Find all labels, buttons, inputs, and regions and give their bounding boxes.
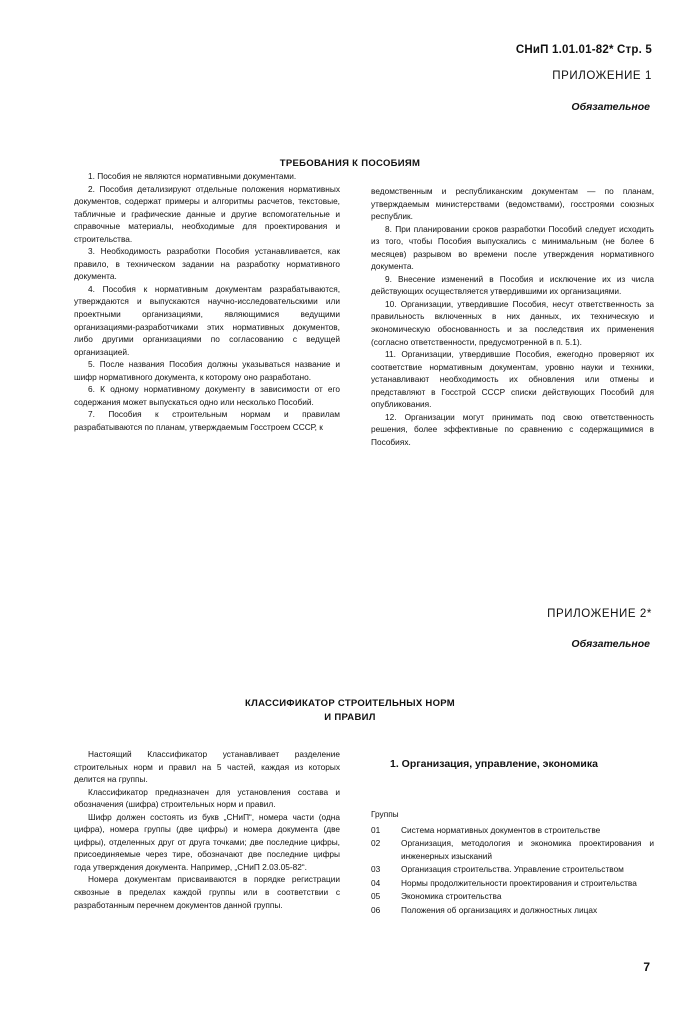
appendix-2-heading-line-2: И ПРАВИЛ [324, 712, 376, 723]
part-1-section-title: 1. Организация, управление, экономика [390, 758, 598, 770]
paragraph: 2. Пособия детализируют отдельные положения нормативных документов, содержат примеры и алгоритмы расчетов, текстовые, табличные и графические данные и другие вспомогательные и справочные материалы, необходимые для проектирования и строительства. [74, 183, 340, 244]
paragraph: Шифр должен состоять из букв „СНиП“, номера части (одна цифра), номера группы (две цифры) и номера документа (две цифры), отделенных друг от друга точками; две последние цифры, присоединяемые через тире, обозначают две последние цифры года утверждения документа. Например, „СНиП 2.03.05-82“. [74, 811, 340, 872]
paragraph: 6. К одному нормативному документу в зависимости от его содержания может выпускаться одно или несколько Пособий. [74, 384, 340, 407]
group-name: Экономика строительства [401, 891, 502, 902]
paragraph: Классификатор предназначен для установления состава и обозначения (шифра) строительных норм и правил. [74, 786, 340, 810]
group-code: 01 [371, 824, 381, 835]
group-name: Организация, методология и экономика проектирования и инженерных изысканий [401, 838, 654, 861]
paragraph: 7. Пособия к строительным нормам и правилам разрабатываются по планам, утверждаемым Госстроем СССР, к [74, 409, 340, 432]
appendix-2-left-column [74, 748, 340, 911]
appendix-2-status: Обязательное [571, 638, 650, 650]
paragraph: 5. После названия Пособия должны указываться название и шифр нормативного документа, к которому оно разработано. [74, 359, 340, 382]
paragraph: 3. Необходимость разработки Пособия устанавливается, как правило, в техническом задании на разработку нормативного документа. [74, 246, 340, 282]
appendix-1-right-column [371, 185, 654, 448]
paragraph: 11. Организации, утвердившие Пособия, ежегодно проверяют их соответствие нормативным документам, уровню науки и техники, устанавливают необходимость их обновления или отмены и представляют в Госстрой СССР списки действующих Пособий для опубликования. [371, 349, 654, 410]
list-item [371, 837, 654, 862]
appendix-1-left-column [74, 170, 340, 433]
group-code: 03 [371, 864, 381, 875]
list-item [371, 877, 654, 890]
group-code: 05 [371, 891, 381, 902]
group-code: 04 [371, 877, 381, 888]
appendix-1-heading: ТРЕБОВАНИЯ К ПОСОБИЯМ [279, 158, 421, 169]
paragraph: Настоящий Классификатор устанавливает разделение строительных норм и правил на 5 частей, каждая из которых делится на группы. [74, 749, 340, 785]
list-item [371, 904, 654, 917]
group-name: Организация строительства. Управление строительством [401, 864, 624, 875]
paragraph: 1. Пособия не являются нормативными документами. [88, 171, 297, 181]
paragraph: Номера документам присваиваются в порядке регистрации сквозные в пределах каждой группы или в соответствии с разработанным перечнем документов данной группы. [74, 874, 340, 910]
group-code: 06 [371, 904, 381, 915]
group-name: Положения об организациях и должностных лицах [401, 904, 598, 915]
paragraph: 9. Внесение изменений в Пособия и исключение их из числа действующих осуществляется утвердившими их организациями. [371, 273, 654, 297]
list-item [371, 890, 654, 903]
appendix-2-title: ПРИЛОЖЕНИЕ 2* [547, 608, 652, 620]
paragraph-continuation: ведомственным и республиканским документам — по планам, утверждаемым министерствами (ведомствами), госстроями союзных республик. [371, 186, 654, 222]
list-item [371, 863, 654, 876]
group-name: Нормы продолжительности проектирования и строительства [401, 877, 637, 888]
paragraph: 4. Пособия к нормативным документам разрабатываются, утверждаются и выпускаются научно-исследовательскими или проектными организациями, являющимися ведущими организациями-разработчиками этих нормативных документов, либо другими организациями по согласованию с ведущей организацией. [74, 283, 340, 357]
group-code: 02 [371, 838, 381, 849]
list-item [371, 824, 654, 837]
appendix-2-heading-line-1: КЛАССИФИКАТОР СТРОИТЕЛЬНЫХ НОРМ [245, 698, 455, 709]
paragraph: 10. Организации, утвердившие Пособия, несут ответственность за правильность включенных в них данных, их техническую и экономическую обоснованность и за последствия их применения (согласно ответственности, предусмотренной в п. 5.1). [371, 298, 654, 347]
groups-label: Группы [371, 809, 399, 819]
appendix-2-heading [0, 697, 700, 725]
appendix-1-status: Обязательное [571, 101, 650, 113]
paragraph: 8. При планировании сроков разработки Пособий следует исходить из того, чтобы Пособия выпускались с минимальным (не более 6 месяцев) разрывом во времени после утверждения нормативного документа. [371, 223, 654, 272]
groups-list [371, 808, 654, 917]
appendix-1-title: ПРИЛОЖЕНИЕ 1 [552, 70, 652, 82]
document-code-header: СНиП 1.01.01-82* Стр. 5 [515, 44, 652, 56]
page-number: 7 [643, 960, 650, 974]
group-name: Система нормативных документов в строительстве [401, 824, 601, 835]
paragraph: 12. Организации могут принимать под свою ответственность решения, более эффективные по сравнению с содержащимися в Пособиях. [371, 411, 654, 447]
